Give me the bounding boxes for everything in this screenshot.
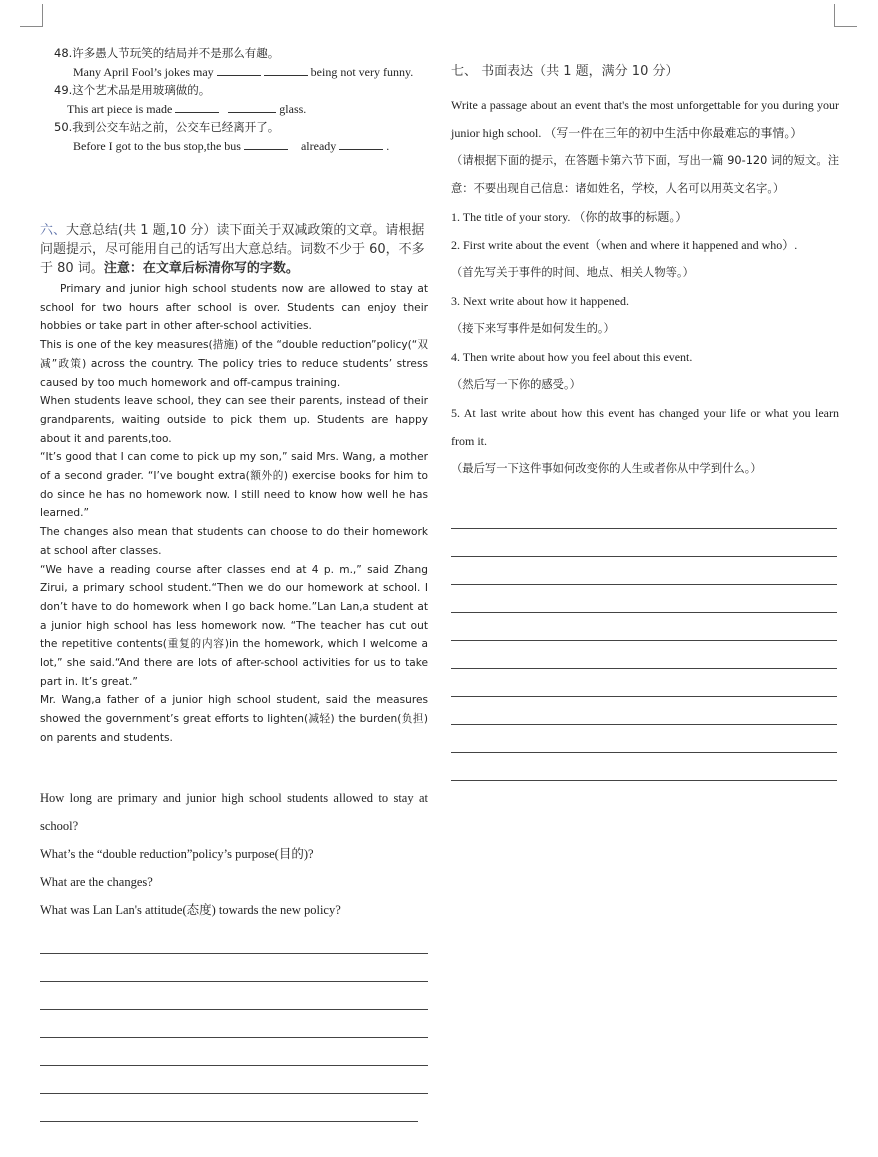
answer-blank[interactable]	[228, 100, 276, 113]
instruction-line: 5. At last write about how this event has changed your life or what you learn from it.	[451, 406, 839, 448]
section-7-heading: 七、 书面表达（共 1 题，满分 10 分）	[451, 64, 679, 79]
writing-answer-area[interactable]	[451, 501, 837, 781]
left-column	[40, 44, 428, 1122]
instruction-line: （接下来写事件是如何发生的。）	[451, 322, 615, 335]
right-column	[451, 60, 839, 781]
writing-line[interactable]	[451, 585, 837, 613]
question-48-text-end: being not very funny.	[310, 65, 414, 79]
instruction-line: 1. The title of your story. （你的故事的标题。）	[451, 210, 688, 224]
writing-line[interactable]	[451, 613, 837, 641]
section-6-heading	[40, 221, 428, 278]
passage-paragraph: Mr. Wang,a father of a junior high school student, said the measures showed the government’s great efforts to lighten(减轻) the burden(负担) on parents and students.	[40, 694, 428, 744]
answer-line[interactable]	[40, 1010, 428, 1038]
question-50	[40, 118, 428, 155]
writing-line[interactable]	[451, 725, 837, 753]
question-48-chinese: 48.许多愚人节玩笑的结局并不是那么有趣。	[54, 46, 280, 60]
answer-blank[interactable]	[264, 63, 308, 76]
instruction-line: （首先写关于事件的时间、地点、相关人物等。）	[451, 266, 694, 279]
answer-blank[interactable]	[339, 137, 383, 150]
writing-line[interactable]	[451, 753, 837, 781]
answer-line[interactable]	[40, 1094, 418, 1122]
passage-paragraph: “We have a reading course after classes end at 4 p. m.,” said Zhang Zirui, a primary school student.“Then we do our homework at school. I don’t have to do homework when I go back home.”Lan Lan,a student at a junior high school has less homework now. “The teacher has cut out the repetitive contents(重复的内容)in the homework, which I welcome a lot,” she said.“And there are lots of after-school activities for us to take part in. It’s great.”	[40, 563, 428, 688]
summary-question: What are the changes?	[40, 874, 153, 889]
question-48-text-start: Many April Fool’s jokes may	[73, 65, 214, 79]
question-50-text-mid: already	[300, 139, 337, 153]
writing-instructions	[451, 91, 839, 483]
instruction-line: （最后写一下这件事如何改变你的人生或者你从中学到什么。）	[451, 462, 762, 475]
answer-line[interactable]	[40, 954, 428, 982]
instruction-line: （请根据下面的提示，在答题卡第六节下面，写出一篇 90-120 词的短文。注意：不要出现自己信息：诸如姓名，学校，人名可以用英文名字。）	[451, 154, 839, 195]
question-50-text-end: .	[386, 139, 390, 153]
instruction-line: 2. First write about the event（when and where it happened and who）.	[451, 238, 798, 252]
passage-paragraph: This is one of the key measures(措施) of the “double reduction”policy(“双减”政策) across the country. The policy tries to reduce students’ stress caused by too much homework and off-campus training.	[40, 339, 428, 389]
question-49-english	[40, 100, 428, 118]
passage-paragraph: Primary and junior high school students now are allowed to stay at school for two hours after school is over. Students can enjoy their hobbies or take part in other after-school activities.	[40, 283, 428, 333]
reading-passage	[40, 280, 428, 748]
writing-line[interactable]	[451, 697, 837, 725]
writing-line[interactable]	[451, 501, 837, 529]
section-6-instructions: 大意总结(共 1 题,10 分）读下面关于双减政策的文章。请根据问题提示，尽可能用自己的话写出大意总结。词数不少于 60，不多于 80 词。	[40, 223, 425, 276]
section-6-note: 注意：在文章后标清你写的字数。	[103, 261, 299, 276]
answer-line[interactable]	[40, 926, 428, 954]
question-49	[40, 81, 428, 118]
summary-question: How long are primary and junior high school students allowed to stay at school?	[40, 790, 428, 833]
question-49-text-start: This art piece is made	[67, 102, 173, 116]
passage-paragraph: “It’s good that I can come to pick up my son,” said Mrs. Wang, a mother of a second grader. “I’ve bought extra(额外的) exercise books for him to do since he has no homework now. I still need to know how well he has learned.”	[40, 451, 428, 520]
summary-question: What was Lan Lan's attitude(态度) towards the new policy?	[40, 902, 341, 917]
question-48	[40, 44, 428, 81]
writing-line[interactable]	[451, 557, 837, 585]
instruction-line: 4. Then write about how you feel about this event.	[451, 350, 693, 364]
question-50-chinese: 50.我到公交车站之前，公交车已经离开了。	[54, 120, 280, 134]
summary-question: What’s the “double reduction”policy’s purpose(目的)?	[40, 846, 314, 861]
answer-blank[interactable]	[175, 100, 219, 113]
answer-line[interactable]	[40, 1038, 428, 1066]
passage-paragraph: The changes also mean that students can choose to do their homework at school after classes.	[40, 526, 428, 557]
writing-line[interactable]	[451, 669, 837, 697]
instruction-line: Write a passage about an event that's the most unforgettable for you during your junior high school. （写一件在三年的初中生活中你最难忘的事情。）	[451, 98, 839, 140]
question-48-english	[40, 63, 428, 81]
passage-paragraph: When students leave school, they can see their parents, instead of their grandparents, waiting outside to pick them up. Students are happy about it and parents,too.	[40, 395, 428, 445]
instruction-line: 3. Next write about how it happened.	[451, 294, 629, 308]
summary-answer-area[interactable]	[40, 926, 428, 1122]
question-50-text-start: Before I got to the bus stop,the bus	[73, 139, 241, 153]
page-corner-mark-left	[20, 4, 43, 27]
summary-questions	[40, 784, 428, 924]
instruction-line: （然后写一下你的感受。）	[451, 378, 581, 391]
page-corner-mark-right	[834, 4, 857, 27]
question-49-chinese: 49.这个艺术品是用玻璃做的。	[54, 83, 211, 97]
answer-blank[interactable]	[244, 137, 288, 150]
section-6-number: 六、	[40, 223, 67, 238]
answer-line[interactable]	[40, 1066, 428, 1094]
question-49-text-end: glass.	[279, 102, 307, 116]
writing-line[interactable]	[451, 641, 837, 669]
question-50-english	[40, 137, 428, 155]
answer-blank[interactable]	[217, 63, 261, 76]
writing-line[interactable]	[451, 529, 837, 557]
answer-line[interactable]	[40, 982, 428, 1010]
